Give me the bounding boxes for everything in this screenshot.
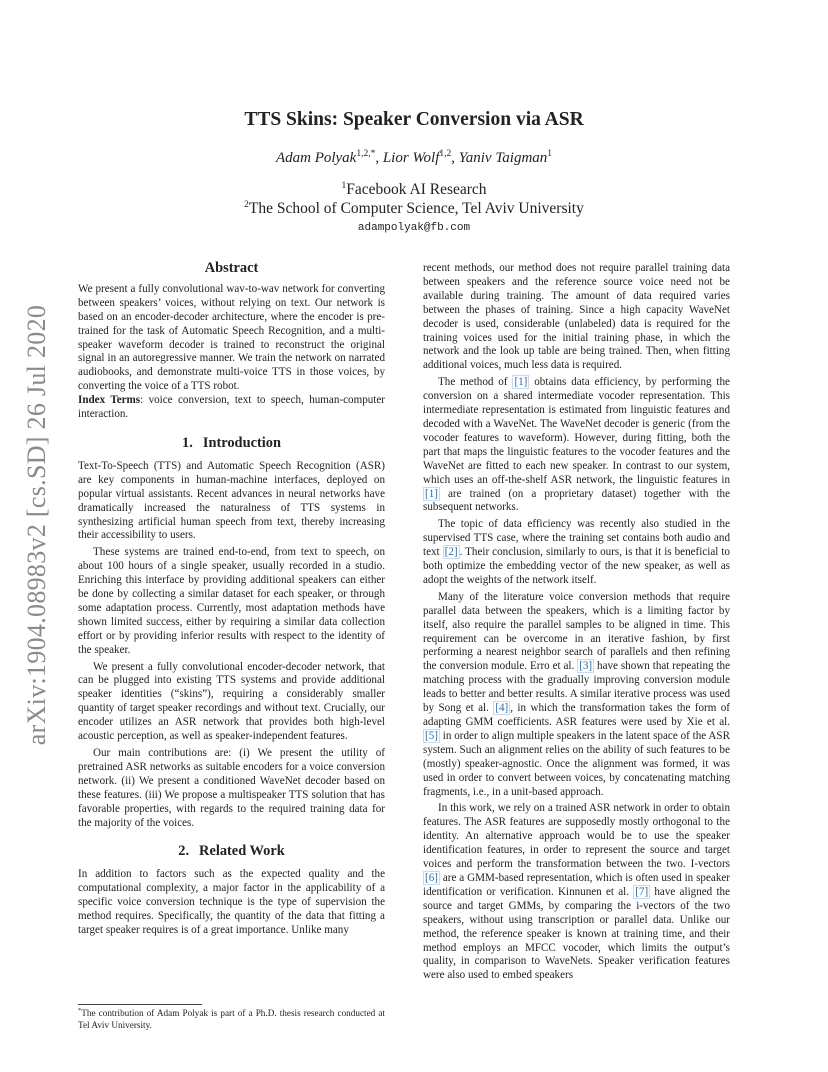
paragraph [423, 376, 730, 515]
footnote-text: The contribution of Adam Polyak is part of a Ph.D. thesis research conducted at Tel Aviv University. [78, 1008, 385, 1030]
author-email[interactable]: adampolyak@fb.com [357, 222, 471, 234]
paragraph: These systems are trained end-to-end, from text to speech, on about 100 hours of a single speaker, usually recorded in a studio. Enriching this interface by providing additional speakers can either be done by collecting a similar dataset for each speaker, or through some adaptation process. Currently, most adaptation methods have shown limited success, either by requiring a similar data collection effort or by providing inferior results with respect to the identity of the speaker. [78, 546, 385, 656]
citation-link[interactable]: [5] [425, 729, 438, 742]
author-list: Adam Polyak$^{1,2,*}$, Lior Wolf$^{1,2}$, Yaniv Taigman$^1$ [275, 149, 553, 166]
abstract-text: We present a fully convolutional wav-to-wav network for converting between speakers’ voices, without relying on text. Our network is based on an encoder-decoder architecture, where the encoder is pre-trained for the task of Automatic Speech Recognition, and a multi-speaker waveform decoder is trained to reconstruct the original signal in an autoregressive manner. We train the network on narrated audiobooks, and demonstrate multi-voice TTS in those voices, by converting the voice of a TTS robot. [78, 282, 385, 393]
paragraph-text: have shown that repeating the matching process with the gradually improving conversion module leads to better and better results. A similar iterative process was used by Song et al. [423, 660, 730, 715]
paragraph-text: have aligned the source and target GMMs, by comparing the i-vectors of the two speakers, without using transcription or parallel data. Unlike our method, the reference speaker is known at training time, and their method employs an MFCC vocoder, which limits the output’s quality, in comparison to WaveNets. Speaker verification features were also used to embed speakers [423, 885, 730, 982]
paragraph [423, 591, 730, 800]
footnote-mark: * [78, 1006, 82, 1014]
paragraph-text: In this work, we rely on a trained ASR network in order to obtain features. The ASR features are supposedly mostly orthogonal to the identity. An alternative approach would be to use the speaker identification features, in order to represent the source and target voices and perform the transformation between the two. I-vectors [423, 802, 730, 871]
citation-link[interactable]: [2] [444, 546, 458, 559]
paragraph [423, 518, 730, 588]
arxiv-identifier [20, 295, 54, 755]
affiliation-name: Facebook AI Research [346, 181, 487, 199]
paragraph: In addition to factors such as the expected quality and the computational complexity, a major factor in the applicability of a specific voice conversion technique is the type of supervision the method requires. Specifically, the quantity of the data that fitting a target speaker requires is of a great importance. Unlike many [78, 868, 385, 936]
paragraph: recent methods, our method does not require parallel training data between speakers and the reference source voice need not be available during training. The amount of data required varies between the phases of training. Since a high capacity WaveNet decoder is used, considerable (unlabeled) data is required for the training voices used for the initial training phase, in which the network and the look up table are being trained. Then, when fitting additional voices, much less data is required. [423, 262, 730, 372]
index-terms-label: Index Terms [78, 394, 141, 407]
paragraph-text: are a GMM-based representation, which is often used in speaker identification or verification. Kinnunen et al. [423, 871, 730, 898]
author-name: Lior Wolf [382, 150, 440, 166]
affiliation-mark: 1 [341, 181, 347, 191]
affiliation-name: The School of Computer Science, Tel Aviv University [248, 200, 584, 218]
author-affiliation-mark: 1,2,* [356, 149, 376, 159]
author-name: Adam Polyak [275, 150, 357, 166]
paragraph-text: , in which the transformation takes the form of adapting GMM coefficients. ASR features were used by Xie et al. [423, 702, 730, 728]
citation-link[interactable]: [4] [495, 702, 509, 715]
section-title: Related Work [199, 843, 285, 860]
citation-link[interactable]: [1] [514, 376, 528, 389]
section-number: 2. [178, 843, 190, 860]
affiliation-mark: 2 [244, 200, 249, 210]
right-column [423, 262, 730, 983]
arxiv-identifier-text: arXiv:1904.08983v2 [cs.SD] 26 Jul 2020 [22, 304, 51, 746]
paper-title: TTS Skins: Speaker Conversion via ASR [244, 109, 584, 130]
citation-link[interactable]: [6] [425, 871, 438, 884]
paragraph-text: . Their conclusion, similarly to ours, is that it is beneficial to both optimize the embedding vector of the new speaker, as well as adopt the weights of the network itself. [423, 546, 730, 586]
index-terms-text: : voice conversion, text to speech, human-computer interaction. [78, 394, 385, 421]
paragraph-text: Many of the literature voice conversion methods that require parallel data between the speakers, which is a limiting factor by itself, also require the parallel samples to be aligned in time. This requirement can be overcome in an iterative fashion, by first performing a nearest neighbor search of parallels and then refining the conversion module. Erro et al. [423, 590, 730, 673]
paragraph-text: in order to align multiple speakers in the latent space of the ASR system. Such an alignment relies on the ability of such features to be (mostly) speaker-agnostic. Once the alignment was formed, it was used in order to convert between voices, by concatenating matching fragments, i.e., in a unit-based approach. [423, 729, 730, 798]
footnote-rule [78, 1004, 202, 1005]
citation-link[interactable]: [7] [635, 885, 649, 898]
paragraph [423, 802, 730, 983]
left-column [78, 262, 385, 938]
author-name: Yaniv Taigman [458, 150, 548, 166]
footnote [78, 1008, 385, 1031]
affiliation-1 [0, 181, 828, 199]
author-affiliation-mark: 1,2 [439, 149, 452, 159]
section-number: 1. [182, 434, 193, 451]
citation-link[interactable]: [1] [425, 487, 438, 500]
paragraph: Our main contributions are: (i) We present the utility of pretrained ASR networks as suitable encoders for a voice conversion network. (ii) We present a conditioned WaveNet decoder based on these features. (iii) We propose a multispeaker TTS solution that has favorable properties, with regards to the required training data for the majority of the voices. [78, 747, 385, 829]
section-title: Introduction [202, 434, 281, 451]
index-terms [78, 394, 385, 422]
paragraph: We present a fully convolutional encoder-decoder network, that can be plugged into existing TTS systems and provide additional speaker identities (“skins”), requiring a considerably smaller quantity of target speaker recordings and without text. Crucially, our encoder utilizes an ASR network that provides both high-level acoustic perception, as well as speaker-independent features. [78, 660, 385, 743]
abstract-heading: Abstract [204, 260, 259, 276]
paragraph: Text-To-Speech (TTS) and Automatic Speech Recognition (ASR) are key components in human-machine interfaces, deployed on popular virtual assistants. Recent advances in neural networks have dramatically increased the naturalness of TTS systems in synthesizing artificial human speech from text, thereby increasing their accessibility to users. [78, 459, 385, 542]
paragraph-text: obtains data efficiency, by performing the conversion on a shared intermediate vocoder representation. This intermediate representation is estimated from linguistic features and decoded with a WaveNet. The WaveNet decoder is generic (from the vocoder features to waveform). However, during fitting, both the part that maps the linguistic features to the vocoder features and the WaveNet are fitted to each new speaker. In contrast to our system, which uses an off-the-shelf ASR network, the linguistic features in [423, 376, 730, 486]
section-heading-introduction [78, 434, 385, 451]
paragraph-text: The method of [438, 376, 513, 389]
paragraph-text: are trained (on a proprietary dataset) together with the subsequent networks. [423, 487, 730, 514]
paragraph-text: The topic of data efficiency was recently also studied in the supervised TTS case, where the training set contains both audio and text [423, 518, 730, 559]
affiliation-2 [0, 200, 828, 218]
citation-link[interactable]: [3] [579, 660, 593, 673]
author-affiliation-mark: 1 [547, 149, 553, 159]
section-heading-related-work [78, 845, 385, 859]
